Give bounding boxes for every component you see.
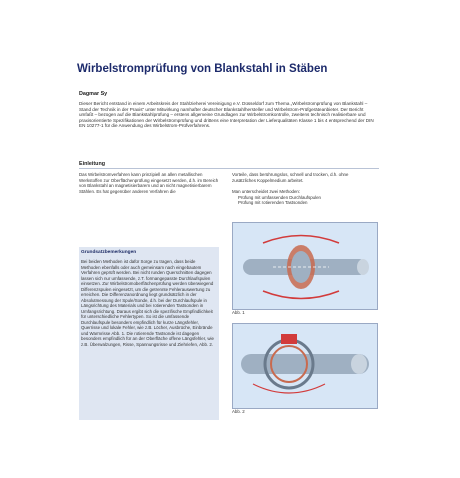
- figure-2: [232, 323, 378, 409]
- figure-2-illustration: [233, 324, 377, 408]
- section-heading-einleitung: Einleitung: [79, 161, 106, 167]
- box-heading: Grundsatzbemerkungen: [81, 250, 137, 255]
- document-title: Wirbelstromprüfung von Blankstahl in Stäben: [77, 63, 328, 75]
- einleitung-right-text: Vorteile, dass berührungslos, schnell und trocken, d.h. ohne zusätzliches Koppelmedium arbeitet.: [232, 172, 349, 183]
- figure-1-illustration: [233, 223, 377, 309]
- method-item: Prüfung mit umfassenden Durchlaufspulen: [238, 195, 321, 200]
- figure-1-caption: Abb. 1: [232, 310, 245, 315]
- section-divider: [79, 168, 379, 169]
- intro-paragraph: Dieser Bericht entstand in einem Arbeitskreis der Stahlzieherei Vereinigung e.V. Düsseldorf zum Thema „Wirbelstromprüfung von Blankstahl – Stand der Technik in der Praxis" unter Mitwirkung namhafter deutscher Blankstahlhersteller und Wirbelstrom-Prüfgeräteanbieter. Der Bericht umfaßt – bezogen auf die Blankstahlprüfung – erstens allgemeine Grundlagen zur Wirbelstromkontrolle, zweitens technisch realisierbare und praxisorientierte Spezifikationen der Wirbelstromprüfung und drittens eine Interpretation der Lieferqualitäten Klasse 1 bis 4 entsprechend der DIN EN 10277-1 für die Anwendung des Wirbelstrom-Prüfverfahrens.: [79, 101, 374, 129]
- einleitung-left-text: Das Wirbelstromverfahren kann prinzipiell an allen metallischen Werkstoffen zur Oberflächenprüfung eingesetzt werden, d.h. im Bereich von Blankstahl an magnetisierbarem und an nicht magnetisierbarem Stählen. Es hat gegenüber anderen Verfahren die: [79, 172, 219, 194]
- author-name: Dagmar Sy: [79, 91, 108, 97]
- method-item: Prüfung mit rotierenden Tastsonden: [238, 200, 308, 205]
- methods-intro: Man unterscheidet zwei Methoden:: [232, 189, 301, 194]
- figure-2-caption: Abb. 2: [232, 409, 245, 414]
- box-text: Bei beiden Methoden ist dafür Sorge zu tragen, dass beide Methoden ebenfalls oder auch gemeinsam nach eingebautem Verfahren geprüft werden. Bei nicht runden Querschnitten dagegen lassen sich nur umfassende, z.T. formangepasste Durchlaufspulen einsetzen. Zur Wirbelstromoberflächenprüfung werden überwiegend Differenzspulen eingesetzt, um die getrennte Fehlerauswertung zu erreichen. Die Differenzanordnung liegt grundsätzlich in der Absolutmessung der Spule/Sonde, d.h. bei der Durchlaufspule in Längsrichtung des Materials und bei rotierenden Tastsonden in Umfangsrichtung. Daraus ergibt sich die spezifische Empfindlichkeit für unterschiedliche Fehlertypen. So ist die umfassende Durchlaufspule besonders empfindlich für kurze Längsfehler, Querrisse und lokale Fehler, wie z.B. Löcher, Ausbrüche, Einbrände und Warmrisse Abb. 1. Die rotierende Tastsonde ist dagegen besonders empfindlich für an der Oberfläche offene Längsfehler, wie z.B. Überwalzungen, Risse, Spannungsrisse und Ziehriefen, Abb. 2.: [81, 259, 214, 347]
- figure-1: [232, 222, 378, 310]
